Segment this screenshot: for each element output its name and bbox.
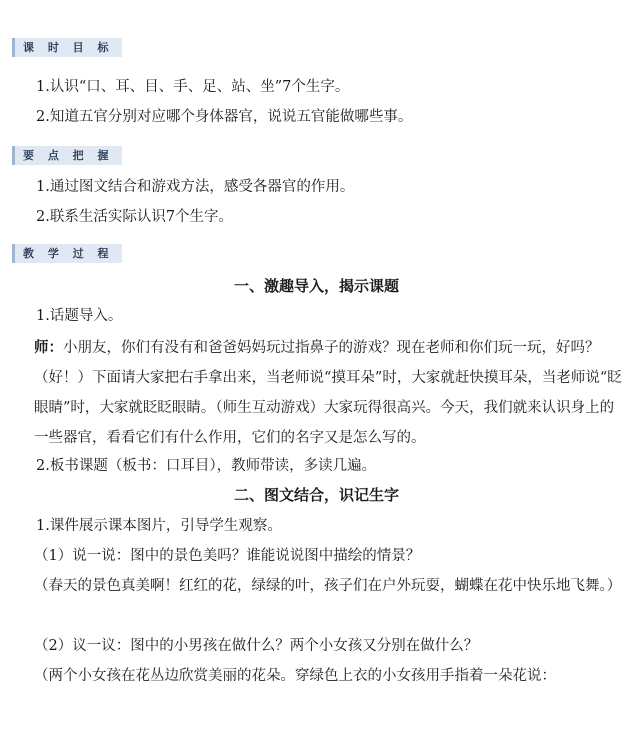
answer-1: （春天的景色真美啊！红红的花，绿绿的叶，孩子们在户外玩耍，蝴蝶在花中快乐地飞舞。） [34, 578, 622, 594]
answer-2: （两个小女孩在花丛边欣赏美丽的花朵。穿绿色上衣的小女孩用手指着一朵花说： [34, 668, 556, 684]
teacher-label: 师： [34, 339, 63, 356]
section-tag-keypoints: 要 点 把 握 [12, 146, 122, 165]
objective-2: 2.知道五官分别对应哪个身体器官，说说五官能做哪些事。 [36, 109, 413, 125]
objective-1: 1.认识“口、耳、目、手、足、站、坐”7个生字。 [36, 79, 350, 95]
part1-heading: 一、激趣导入，揭示课题 [233, 277, 399, 295]
part2-heading: 二、图文结合，识记生字 [233, 486, 399, 504]
part1-item2: 2.板书课题（板书：口耳目），教师带读，多读几遍。 [36, 458, 377, 474]
teacher-text: 小朋友，你们有没有和爸爸妈妈玩过指鼻子的游戏？现在老师和你们玩一玩，好吗？（好！）下面请大家把右手拿出来，当老师说“摸耳朵”时，大家就赶快摸耳朵，当老师说“眨眼睛”时，大家就眨眨眼睛。（师生互动游戏）大家玩得很高兴。今天，我们就来认识身上的一些器官，看看它们有什么作用，它们的名字又是怎么写的。 [34, 340, 622, 446]
teacher-paragraph [34, 333, 625, 453]
question-2: （2）议一议：图中的小男孩在做什么？两个小女孩又分别在做什么？ [34, 638, 479, 654]
question-1: （1）说一说：图中的景色美吗？谁能说说图中描绘的情景？ [34, 548, 421, 564]
section-tag-objectives: 课 时 目 标 [12, 38, 122, 57]
section-tag-process: 教 学 过 程 [12, 244, 122, 263]
keypoint-1: 1.通过图文结合和游戏方法，感受各器官的作用。 [36, 179, 355, 195]
keypoint-2: 2.联系生活实际认识7个生字。 [36, 209, 234, 225]
part2-item1: 1.课件展示课本图片，引导学生观察。 [36, 518, 282, 534]
part1-item1: 1.话题导入。 [36, 308, 123, 324]
